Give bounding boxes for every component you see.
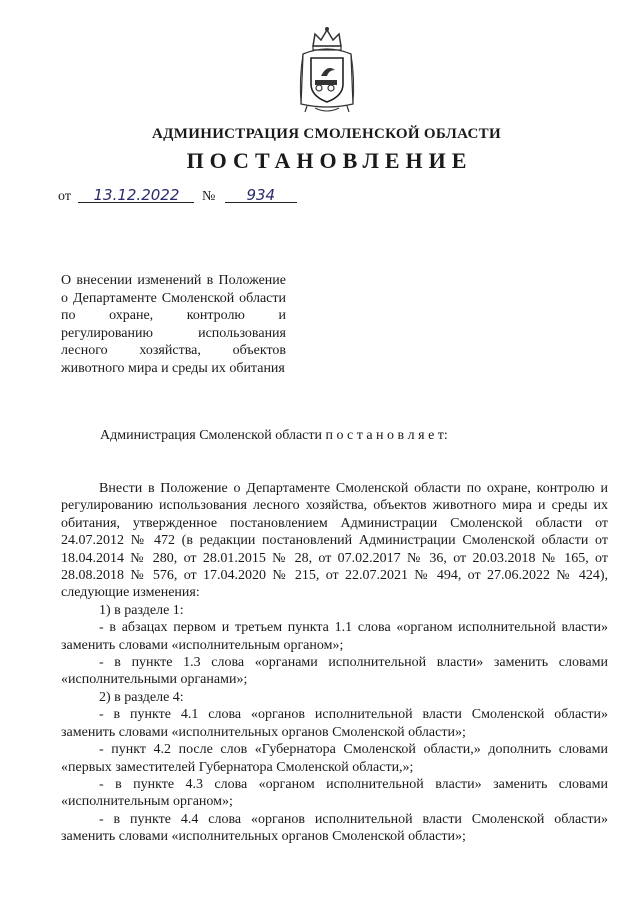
handwritten-number: 934: [225, 188, 297, 203]
date-prefix: от: [58, 189, 71, 204]
date-number-line: [58, 188, 297, 205]
paragraph: - в пункте 1.3 слова «органами исполнительной власти» заменить словами «исполнительными органами»;: [61, 655, 608, 688]
coat-of-arms-emblem: [295, 24, 359, 114]
paragraph: - в пункте 4.1 слова «органов исполнительной власти Смоленской области» заменить словами «исполнительных органов Смоленской области»;: [61, 707, 608, 740]
paragraph: - в абзацах первом и третьем пункта 1.1 слова «органом исполнительной власти» заменить словами «исполнительным органом»;: [61, 620, 608, 653]
document-subject: О внесении изменений в Положение о Департаменте Смоленской области по охране, контролю и регулированию использования лесного хозяйства, объектов животного мира и среды их обитания: [61, 273, 286, 376]
number-sign: №: [201, 189, 216, 204]
preamble: Администрация Смоленской области п о с т а н о в л я е т:: [100, 428, 448, 443]
paragraph: 1) в разделе 1:: [99, 602, 184, 618]
paragraph: Внести в Положение о Департаменте Смоленской области по охране, контролю и регулированию использования лесного хозяйства, объектов животного мира и среды их обитания, утвержденное постановлением Администрации Смоленской области от 24.07.2012 № 472 (в редакции постановлений Администрации Смоленской области от 18.04.2014 № 280, от 28.01.2015 № 28, от 07.02.2017 № 36, от 20.03.2018 № 165, от 28.08.2018 № 576, от 17.04.2020 № 215, от 22.07.2021 № 494, от 27.06.2022 № 424), следующие изменения:: [61, 481, 608, 601]
organization-title: АДМИНИСТРАЦИЯ СМОЛЕНСКОЙ ОБЛАСТИ: [152, 126, 501, 142]
handwritten-date: 13.12.2022: [78, 188, 194, 203]
paragraph: - в пункте 4.3 слова «органом исполнительной власти» заменить словами «исполнительным органом»;: [61, 776, 608, 810]
paragraph: - пункт 4.2 после слов «Губернатора Смоленской области,» дополнить словами «первых заместителей Губернатора Смоленской области,»;: [61, 742, 608, 775]
paragraph: - в пункте 4.4 слова «органов исполнительной власти Смоленской области» заменить словами «исполнительных органов Смоленской области»;: [61, 811, 608, 845]
document-body: [61, 480, 608, 846]
paragraph: 2) в разделе 4:: [99, 689, 184, 705]
document-type-title: ПОСТАНОВЛЕНИЕ: [186, 148, 473, 173]
